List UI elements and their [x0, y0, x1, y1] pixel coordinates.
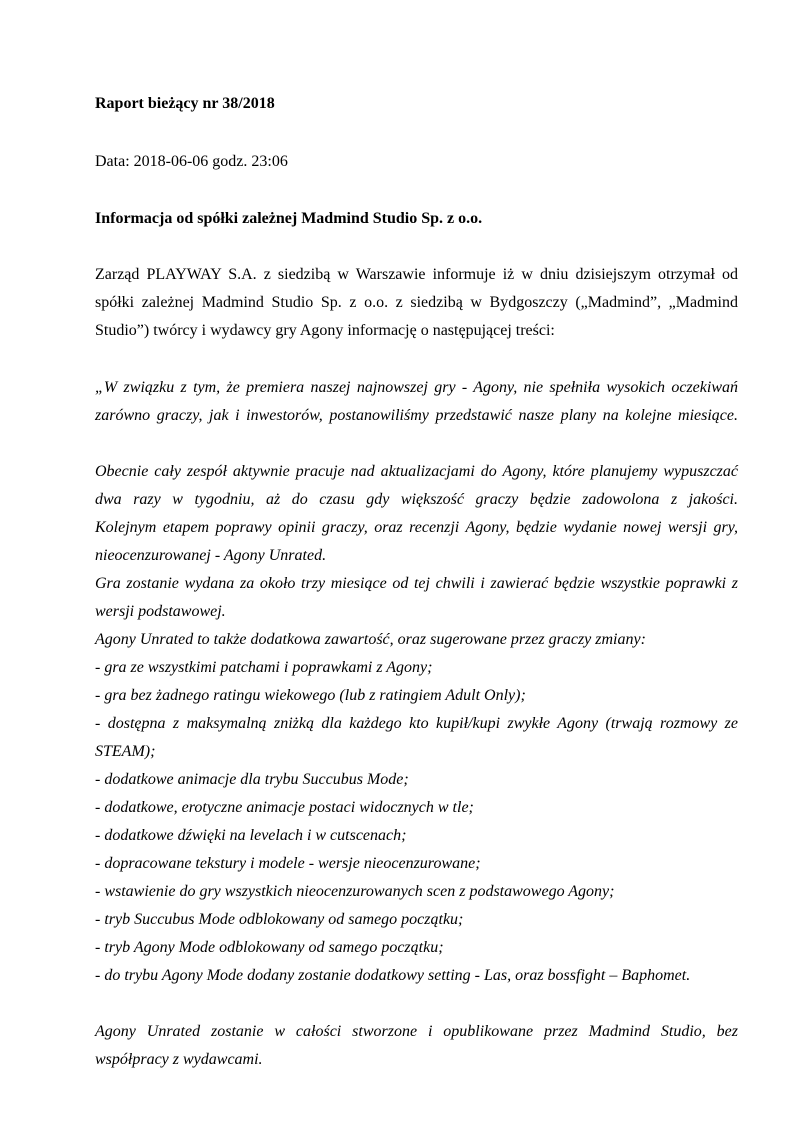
quote-line: współpracy z wydawcami. [95, 1051, 263, 1068]
quote-line: Agony Unrated to także dodatkowa zawartość, oraz sugerowane przez graczy zmiany: [95, 631, 646, 648]
list-item: - do trybu Agony Mode dodany zostanie dodatkowy setting - Las, oraz bossfight – Baphomet. [95, 967, 691, 984]
list-item: - dodatkowe dźwięki na levelach i w cutscenach; [95, 827, 407, 844]
intro-line: spółki zależnej Madmind Studio Sp. z o.o. z siedzibą w Bydgoszczy („Madmind”, „Madmind [95, 294, 738, 311]
report-subject: Informacja od spółki zależnej Madmind Studio Sp. z o.o. [95, 210, 483, 227]
list-item: - dodatkowe animacje dla trybu Succubus Mode; [95, 771, 409, 788]
list-item: - wstawienie do gry wszystkich nieocenzurowanych scen z podstawowego Agony; [95, 883, 615, 900]
list-item: - dodatkowe, erotyczne animacje postaci widocznych w tle; [95, 799, 474, 816]
report-title: Raport bieżący nr 38/2018 [95, 95, 275, 112]
quote-line: Obecnie cały zespół aktywnie pracuje nad aktualizacjami do Agony, które planujemy wypuszczać [95, 463, 738, 480]
quote-line: nieocenzurowanej - Agony Unrated. [95, 547, 327, 564]
list-item: - gra bez żadnego ratingu wiekowego (lub z ratingiem Adult Only); [95, 687, 526, 704]
intro-line: Zarząd PLAYWAY S.A. z siedzibą w Warszawie informuje iż w dniu dzisiejszym otrzymał od [95, 266, 738, 283]
list-item: STEAM); [95, 743, 156, 760]
list-item: - gra ze wszystkimi patchami i poprawkami z Agony; [95, 659, 433, 676]
list-item: - tryb Succubus Mode odblokowany od samego początku; [95, 911, 464, 928]
quote-line: dwa razy w tygodniu, aż do czasu gdy większość graczy będzie zadowolona z jakości. [95, 491, 738, 508]
quote-line: Agony Unrated zostanie w całości stworzone i opublikowane przez Madmind Studio, bez [95, 1023, 738, 1040]
list-item: - dostępna z maksymalną zniżką dla każdego kto kupił/kupi zwykłe Agony (trwają rozmowy ze [95, 715, 738, 732]
quote-line: zarówno graczy, jak i inwestorów, postanowiliśmy przedstawić nasze plany na kolejne miesiące. [95, 407, 738, 424]
report-date: Data: 2018-06-06 godz. 23:06 [95, 153, 288, 170]
quote-line: Gra zostanie wydana za około trzy miesiące od tej chwili i zawierać będzie wszystkie poprawki z [95, 575, 738, 592]
list-item: - dopracowane tekstury i modele - wersje nieocenzurowane; [95, 855, 481, 872]
quote-line: „W związku z tym, że premiera naszej najnowszej gry - Agony, nie spełniła wysokich oczekiwań [95, 379, 738, 396]
intro-line: Studio”) twórcy i wydawcy gry Agony informację o następującej treści: [95, 322, 555, 339]
quote-line: wersji podstawowej. [95, 603, 226, 620]
quote-line: Kolejnym etapem poprawy opinii graczy, oraz recenzji Agony, będzie wydanie nowej wersji gry, [95, 519, 738, 536]
list-item: - tryb Agony Mode odblokowany od samego początku; [95, 939, 444, 956]
